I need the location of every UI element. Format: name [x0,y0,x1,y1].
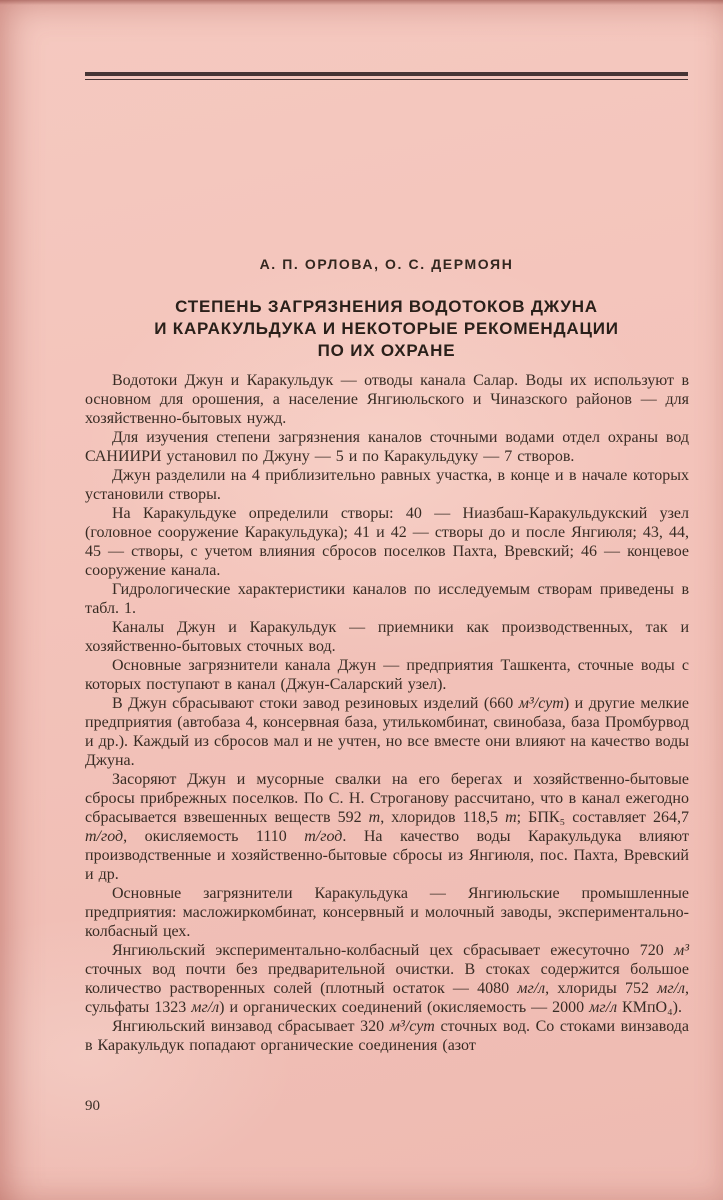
paragraph: Гидрологические характеристики каналов по исследуемым створам приведены в табл. 1. [85,581,689,617]
paragraph: Янгиюльский экспериментально-колбасный цех сбрасывает ежесуточно 720 м³ сточных вод почти без предварительной очистки. В стоках содержится большое количество растворенных солей (плотный остаток — 4080 мг/л, хлориды 752 мг/л, сульфаты 1323 мг/л) и органических соединений (окисляемость — 2000 мг/л КМпО₄). [85,942,690,1016]
paragraph: Каналы Джун и Каракульдук — приемники как производственных, так и хозяйственно-бытовых сточных вод. [85,619,689,655]
paragraph: Для изучения степени загрязнения каналов сточными водами отдел охраны вод САНИИРИ установил по Джуну — 5 и по Каракульдуку — 7 створов. [85,429,689,465]
paragraph: Основные загрязнители Каракульдука — Янгиюльские промышленные предприятия: масложиркомбинат, консервный и молочный заводы, экспериментально-колбасный цех. [85,885,689,940]
page-number: 90 [85,1098,100,1114]
paragraph: Джун разделили на 4 приблизительно равных участка, в конце и в начале которых установили створы. [85,467,689,503]
article-title-line-1: СТЕПЕНЬ ЗАГРЯЗНЕНИЯ ВОДОТОКОВ ДЖУНА [175,297,598,316]
article-title-line-3: ПО ИХ ОХРАНЕ [317,341,456,360]
paragraph: Засоряют Джун и мусорные свалки на его берегах и хозяйственно-бытовые сбросы прибрежных поселков. По С. Н. Строганову рассчитано, что в канал ежегодно сбрасывается взвешенных веществ 592 т, хлоридов 118,5 т; БПК₅ составляет 264,7 т/год, окисляемость 1110 т/год. На качество воды Каракульдука влияют производственные и хозяйственно-бытовые сбросы из Янгиюля, пос. Пахта, Вревский и др. [85,771,690,883]
paragraph: На Каракульдуке определили створы: 40 — Ниазбаш-Каракульдукский узел (головное сооружение Каракульдука); 41 и 42 — створы до и после Янгиюля; 43, 44, 45 — створы, с учетом влияния сбросов поселков Пахта, Вревский; 46 — концевое сооружение канала. [85,505,689,579]
paragraph: В Джун сбрасывают стоки завод резиновых изделий (660 м³/сут) и другие мелкие предприятия (автобаза 4, консервная база, утилькомбинат, свинобаза, база Промбурвод и др.). Каждый из сбросов мал и не учтен, но все вместе они влияют на качество воды Джуна. [85,695,689,769]
paragraph: Основные загрязнители канала Джун — предприятия Ташкента, сточные воды с которых поступают в канал (Джун-Саларский узел). [85,657,689,693]
header-double-rule [85,72,688,80]
paragraph: Янгиюльский винзавод сбрасывает 320 м³/сут сточных вод. Со стоками винзавода в Каракульдук попадают органические соединения (азот [85,1018,690,1054]
author-line: А. П. ОРЛОВА, О. С. ДЕРМОЯН [259,256,514,272]
article-title-line-2: И КАРАКУЛЬДУКА И НЕКОТОРЫЕ РЕКОМЕНДАЦИИ [154,319,619,338]
body-paragraphs [85,371,689,1055]
paragraph: Водотоки Джун и Каракульдук — отводы канала Салар. Воды их используют в основном для орошения, а население Янгиюльского и Чиназского районов — для хозяйственно-бытовых нужд. [85,372,689,427]
article-title [85,296,688,362]
